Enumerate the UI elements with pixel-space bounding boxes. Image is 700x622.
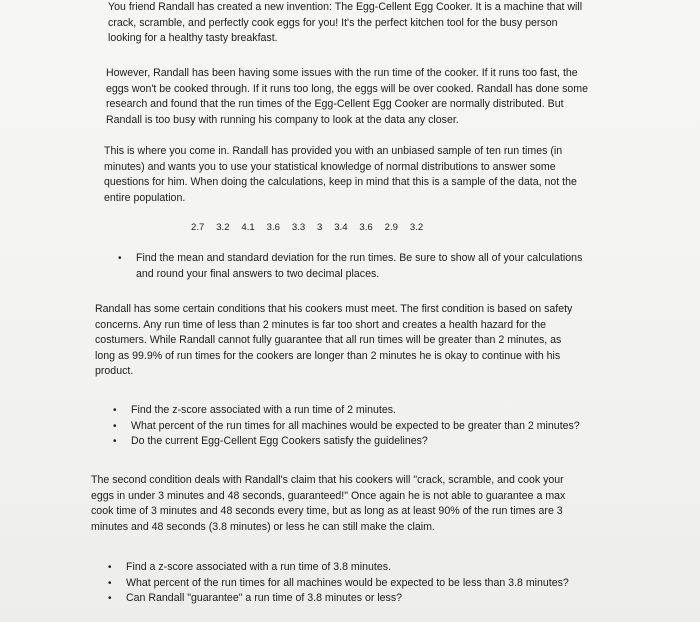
text-line: entire population.: [104, 191, 186, 204]
text-line: concerns. Any run time of less than 2 minutes is far too short and creates a health hazard for the: [95, 318, 547, 331]
text-line: questions for him. When doing the calculations, keep in mind that this is a sample of the data, not the: [104, 176, 577, 189]
list-item: [108, 576, 569, 592]
list-item: [113, 419, 580, 435]
text-line: Find a z-score associated with a run time of 3.8 minutes.: [126, 561, 391, 573]
text-line: Can Randall "guarantee" a run time of 3.8 minutes or less?: [126, 592, 403, 605]
bullet-list-condition-1: [113, 403, 580, 450]
sample-value: 3.6: [266, 222, 280, 233]
text-line: costumers. While Randall cannot fully guarantee that all run times will be greater than 2 minutes, as: [95, 334, 562, 347]
bullet-icon: •: [113, 420, 117, 432]
text-line: product.: [95, 365, 134, 378]
list-item: [113, 434, 580, 450]
condition-1-paragraph: [95, 302, 572, 380]
text-line: eggs won't be cooked through. If it runs too long, the eggs will be over cooked. Randall has done some: [106, 82, 588, 95]
text-line: looking for a healthy tasty breakfast.: [108, 32, 278, 45]
text-line: The second condition deals with Randall's claim that his cookers will "crack, scramble, and cook your: [91, 474, 564, 486]
text-line: Randall has some certain conditions that his cookers must meet. The first condition is based on safety: [95, 303, 573, 315]
sample-value: 2.7: [191, 222, 205, 233]
bullet-icon: •: [108, 593, 112, 605]
text-line: What percent of the run times for all machines would be expected to be greater than 2 minutes?: [131, 419, 580, 432]
sample-data-row: [191, 222, 432, 233]
text-line: Randall is too busy with running his company to look at the data any closer.: [106, 113, 459, 126]
text-line: and round your final answers to two decimal places.: [136, 267, 380, 280]
text-line: This is where you come in. Randall has provided you with an unbiased sample of ten run times (in: [104, 145, 563, 157]
list-item: [108, 591, 569, 607]
sample-value: 3.2: [409, 222, 424, 233]
text-line: crack, scramble, and perfectly cook eggs for you! It's the perfect kitchen tool for the busy person: [108, 16, 558, 29]
text-line: minutes) and wants you to use your statistical knowledge of normal distributions to answer some: [104, 160, 556, 173]
bullet-list-condition-2: [108, 560, 569, 607]
text-line: Do the current Egg-Cellent Egg Cookers satisfy the guidelines?: [131, 435, 428, 448]
sample-value: 3.6: [359, 222, 373, 233]
list-item: [108, 560, 569, 576]
text-line: long as 99.9% of run times for the cookers are longer than 2 minutes he is okay to continue with his: [95, 349, 561, 362]
text-line: eggs in under 3 minutes and 48 seconds, guaranteed!" Once again he is not able to guarantee a max: [91, 489, 566, 502]
sample-value: 2.9: [384, 222, 398, 233]
bullet-icon: •: [108, 577, 112, 589]
text-line: What percent of the run times for all machines would be expected to be less than 3.8 minutes?: [126, 576, 569, 589]
text-line: Find the z-score associated with a run time of 2 minutes.: [131, 404, 396, 416]
text-line: research and found that the run times of the Egg-Cellent Egg Cooker are normally distributed. But: [106, 98, 564, 111]
list-item: [113, 403, 580, 419]
text-line: However, Randall has been having some issues with the run time of the cooker. If it runs too fast, the: [106, 67, 578, 79]
text-line: Find the mean and standard deviation for the run times. Be sure to show all of your calculations: [136, 252, 583, 264]
text-line: You friend Randall has created a new invention: The Egg-Cellent Egg Cooker. It is a machine that will: [108, 1, 583, 13]
bullet-icon: •: [118, 253, 122, 264]
sample-value: 4.1: [241, 222, 255, 233]
intro-paragraph: [108, 0, 582, 47]
sample-value: 3: [317, 222, 323, 233]
sample-value: 3.3: [291, 222, 306, 233]
task-paragraph: [104, 144, 577, 206]
sample-value: 3.4: [334, 222, 348, 233]
text-line: cook time of 3 minutes and 48 seconds every time, but as long as at least 90% of the run times are 3: [91, 505, 563, 518]
bullet-icon: •: [113, 436, 117, 448]
problem-paragraph: [106, 66, 588, 128]
sample-value: 3.2: [216, 222, 230, 233]
condition-2-paragraph: [91, 473, 565, 535]
text-line: minutes and 48 seconds (3.8 minutes) or less he can still make the claim.: [91, 520, 435, 533]
bullet-icon: •: [108, 562, 112, 573]
list-item: [118, 251, 582, 282]
bullet-list-stats: [118, 251, 582, 282]
bullet-icon: •: [113, 405, 117, 416]
